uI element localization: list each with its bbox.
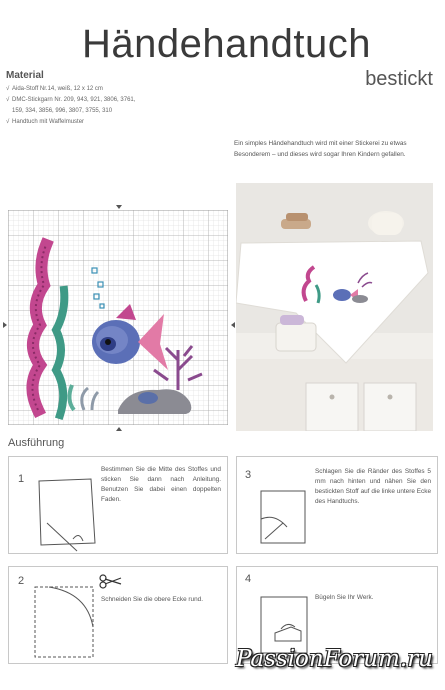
step-text: Bestimmen Sie die Mitte des Stoffes und sticken Sie dann nach Anleitung. Benutzen Sie dabei einen doppelten Faden.	[101, 466, 221, 503]
towel-photo	[236, 183, 433, 431]
section-heading: Ausführung	[8, 437, 65, 449]
intro-text: Ein simples Händehandtuch wird mit einer Stickerei zu etwas Besonderem – und dieses wird sogar Ihren Kindern gefallen.	[234, 140, 407, 158]
material-item: √ DMC-Stickgarn Nr. 209, 943, 921, 3806, 3761, 159, 334, 3856, 996, 3807, 3755, 310	[6, 95, 136, 117]
chart-center-marker-top	[116, 205, 122, 209]
step-2-illustration	[31, 581, 101, 659]
step-text: Schneiden Sie die obere Ecke rund.	[101, 596, 203, 603]
step-2-box	[8, 566, 228, 664]
material-list	[6, 84, 136, 128]
cross-stitch-chart	[8, 210, 228, 425]
step-number: 4	[245, 573, 252, 585]
step-3-box	[236, 456, 438, 554]
material-heading: Material	[6, 70, 44, 81]
step-1-illustration	[33, 473, 103, 553]
watermark-logo: PassionForum.ru	[235, 646, 433, 672]
scissors-icon	[97, 573, 125, 589]
material-item: √ Aida-Stoff Nr.14, weiß, 12 x 12 cm	[6, 84, 136, 95]
step-text: Bügeln Sie Ihr Werk.	[315, 594, 374, 601]
step-number: 1	[18, 473, 25, 485]
cross-stitch-chart-svg	[8, 210, 228, 425]
step-3-illustration	[257, 481, 311, 549]
chart-center-marker-right	[231, 322, 235, 328]
chart-center-marker-bottom	[116, 427, 122, 431]
page-subtitle: bestickt	[365, 68, 433, 90]
page-title: Händehandtuch	[82, 22, 371, 66]
chart-center-marker-left	[3, 322, 7, 328]
step-1-box	[8, 456, 228, 554]
step-text: Schlagen Sie die Ränder des Stoffes 5 mm nach hinten und nähen Sie den bestickten Stoff auf die linke untere Ecke des Handtuchs.	[315, 468, 431, 505]
material-item: √ Handtuch mit Waffelmuster	[6, 117, 136, 128]
step-number: 3	[245, 469, 252, 481]
towel-photo-illustration	[236, 183, 433, 431]
step-number: 2	[18, 575, 25, 587]
